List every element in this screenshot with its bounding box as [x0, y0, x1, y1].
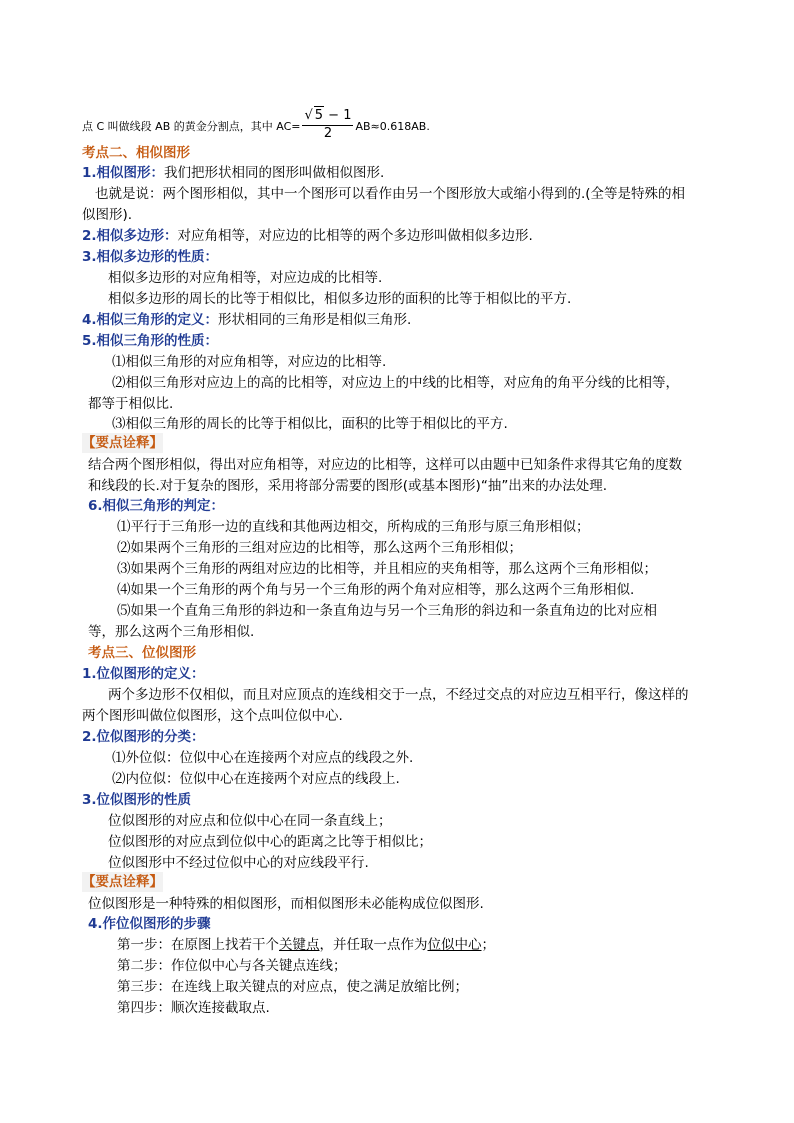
sqrt-sign: √: [304, 108, 313, 123]
s2-p3-head: 3.相似多边形的性质：: [82, 249, 219, 265]
s3-p4-head: 4.作位似图形的步骤: [88, 916, 211, 932]
num-rest: − 1: [324, 108, 352, 123]
s2-p5-head: 5.相似三角形的性质：: [82, 333, 219, 349]
s2-p4-head: 4.相似三角形的定义：: [82, 312, 219, 328]
golden-post: AB≈0.618AB.: [355, 120, 430, 133]
s2-p1-line2: 也就是说：两个图形相似，其中一个图形可以看作由另一个图形放大或缩小得到的.(全等是特殊的相: [95, 186, 686, 202]
s2-p6-l1: ⑴平行于三角形一边的直线和其他两边相交，所构成的三角形与原三角形相似；: [117, 519, 590, 535]
s2-p5-l1: ⑴相似三角形的对应角相等，对应边的比相等.: [112, 354, 387, 370]
fraction-denominator: 2: [323, 126, 333, 141]
s2-p6-l3: ⑶如果两个三角形的两组对应边的比相等，并且相应的夹角相等，那么这两个三角形相似；: [117, 561, 657, 577]
golden-fraction: [302, 106, 353, 142]
s3-p3-l2: 位似图形的对应点到位似中心的距离之比等于相似比；: [108, 834, 432, 850]
s2-p2: [82, 226, 533, 246]
section3-title: 考点三、位似图形: [88, 645, 196, 661]
s2-p1: [82, 163, 384, 183]
s3-p2-head: 2.位似图形的分类：: [82, 729, 205, 745]
s3-p2-l1: ⑴外位似：位似中心在连接两个对应点的线段之外.: [112, 750, 414, 766]
s2-p1-text: 我们把形状相同的图形叫做相似图形.: [164, 165, 385, 181]
s2-p6-head: 6.相似三角形的判定：: [88, 498, 225, 514]
s3-step1-c: ；: [481, 937, 495, 953]
s2-p3-line1: 相似多边形的对应角相等，对应边成的比相等.: [108, 270, 383, 286]
s2-note-l1: 结合两个图形相似，得出对应角相等，对应边的比相等，这样可以由题中已知条件求得其它角的度数: [88, 457, 682, 473]
s2-p1-line3: 似图形).: [82, 207, 133, 223]
s3-step1-a: 第一步：在原图上找若干个: [117, 937, 279, 953]
s2-p5-l3: 都等于相似比.: [88, 396, 174, 412]
s3-step1: [117, 935, 495, 955]
s3-step1-center: 位似中心: [427, 937, 482, 953]
s3-p3-head: 3.位似图形的性质: [82, 792, 192, 808]
s3-step2: 第二步：作位似中心与各关键点连线；: [117, 958, 347, 974]
golden-pre: 点 C 叫做线段 AB 的黄金分割点，其中 AC=: [82, 120, 301, 133]
s2-p1-head: 1.相似图形：: [82, 165, 165, 181]
s3-p1-l2: 两个图形叫做位似图形，这个点叫位似中心.: [82, 708, 343, 724]
s2-p4-text: 形状相同的三角形是相似三角形.: [218, 312, 412, 328]
s3-p1-l1: 两个多边形不仅相似，而且对应顶点的连线相交于一点，不经过交点的对应边互相平行，像这样的: [108, 687, 689, 703]
s2-note-tag: 【要点诠释】: [82, 435, 163, 451]
s2-p3-line2: 相似多边形的周长的比等于相似比，相似多边形的面积的比等于相似比的平方.: [108, 291, 572, 307]
s2-p6-l2: ⑵如果两个三角形的三组对应边的比相等，那么这两个三角形相似；: [117, 540, 522, 556]
s2-p2-head: 2.相似多边形：: [82, 228, 178, 244]
s3-note-tag: 【要点诠释】: [82, 874, 163, 890]
s3-step3: 第三步：在连线上取关键点的对应点，使之满足放缩比例；: [117, 979, 468, 995]
s2-p5-l2: ⑵相似三角形对应边上的高的比相等，对应边上的中线的比相等，对应角的角平分线的比相等，: [112, 375, 679, 391]
section2-title: 考点二、相似图形: [82, 145, 190, 161]
s2-note-l2: 和线段的长.对于复杂的图形，采用将部分需要的图形(或基本图形)“抽”出来的办法处理.: [88, 478, 608, 494]
s3-p2-l2: ⑵内位似：位似中心在连接两个对应点的线段上.: [112, 771, 400, 787]
s2-p2-text: 对应角相等，对应边的比相等的两个多边形叫做相似多边形.: [177, 228, 533, 244]
s3-step1-b: ，并任取一点作为: [319, 937, 428, 953]
s2-p5-l4: ⑶相似三角形的周长的比等于相似比，面积的比等于相似比的平方.: [112, 416, 508, 432]
golden-ratio-line: [82, 108, 430, 144]
s3-note-l1: 位似图形是一种特殊的相似图形，而相似图形未必能构成位似图形.: [88, 896, 484, 912]
s3-p3-l1: 位似图形的对应点和位似中心在同一条直线上；: [108, 813, 392, 829]
s3-step1-keypoint: 关键点: [279, 937, 320, 953]
s3-p1-head: 1.位似图形的定义：: [82, 666, 205, 682]
sqrt-arg: 5: [314, 108, 324, 123]
s2-p6-l5: ⑸如果一个直角三角形的斜边和一条直角边与另一个三角形的斜边和一条直角边的比对应相: [117, 603, 657, 619]
s2-p4: [82, 310, 411, 330]
s2-p6-l4: ⑷如果一个三角形的两个角与另一个三角形的两个角对应相等，那么这两个三角形相似.: [117, 582, 635, 598]
s2-p6-l6: 等，那么这两个三角形相似.: [88, 624, 255, 640]
s3-p3-l3: 位似图形中不经过位似中心的对应线段平行.: [108, 855, 369, 871]
s3-step4: 第四步：顺次连接截取点.: [117, 1000, 270, 1016]
